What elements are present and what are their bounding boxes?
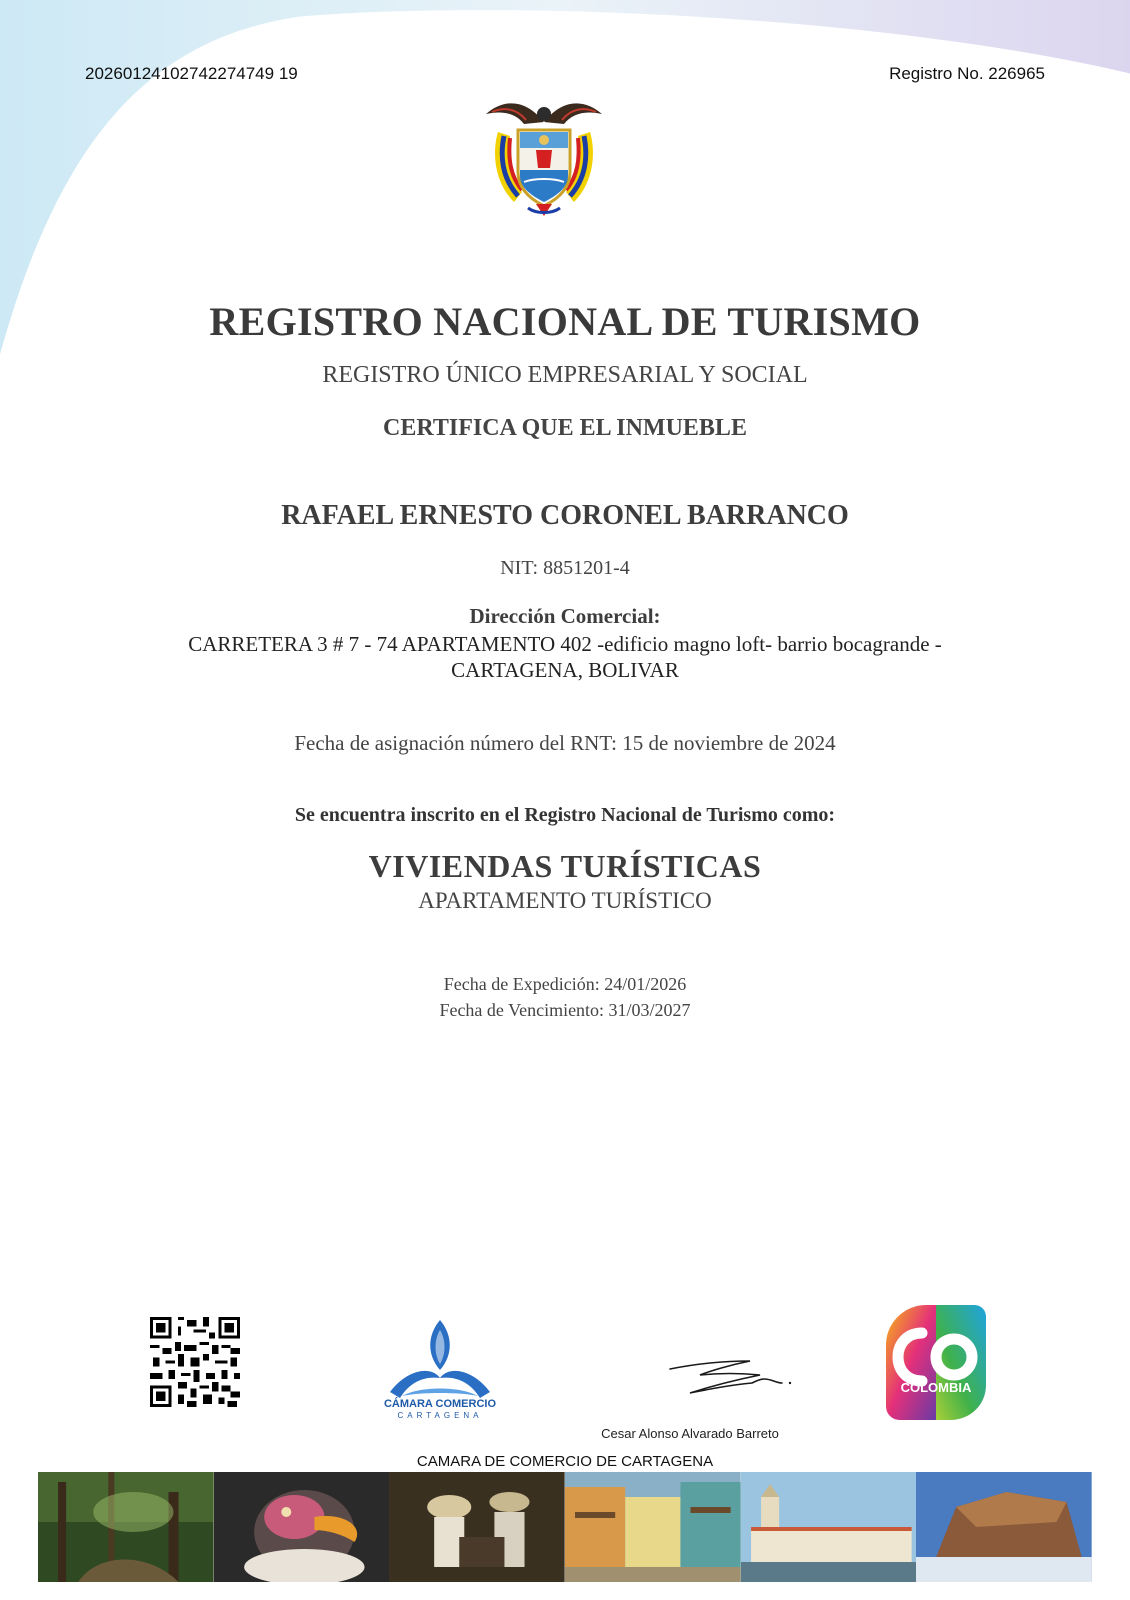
- owner-name: RAFAEL ERNESTO CORONEL BARRANCO: [281, 500, 849, 531]
- qr-code-icon[interactable]: [150, 1308, 240, 1416]
- colombia-brand-logo-icon: [886, 1305, 986, 1420]
- address-line-1: CARRETERA 3 # 7 - 74 APARTAMENTO 402 -edificio magno loft- barrio bocagrande -: [188, 632, 942, 656]
- condor-photo: [214, 1472, 390, 1582]
- colonial-street-photo: [565, 1472, 741, 1582]
- address-line-2: CARTAGENA, BOLIVAR: [451, 658, 679, 682]
- certifica-heading: CERTIFICA QUE EL INMUEBLE: [383, 415, 747, 441]
- expiry-date: Fecha de Vencimiento: 31/03/2027: [439, 1000, 691, 1020]
- issue-date: Fecha de Expedición: 24/01/2026: [443, 974, 687, 994]
- assignment-date: Fecha de asignación número del RNT: 15 de noviembre de 2024: [294, 731, 836, 755]
- rock-landscape-photo: [916, 1472, 1092, 1582]
- registro-number: Registro No. 226965: [889, 64, 1045, 83]
- signer-name: Cesar Alonso Alvarado Barreto: [601, 1426, 779, 1441]
- inscrito-statement: Se encuentra inscrito en el Registro Nacional de Turismo como:: [294, 804, 836, 826]
- issuer-name: CAMARA DE COMERCIO DE CARTAGENA: [416, 1453, 714, 1470]
- document-title: REGISTRO NACIONAL DE TURISMO: [209, 299, 921, 344]
- camara-logo-subtitle: CARTAGENA: [397, 1411, 483, 1420]
- document-id: 20260124102742274749 19: [85, 64, 298, 83]
- nit-number: NIT: 8851201-4: [500, 557, 630, 579]
- colonial-building-photo: [741, 1472, 917, 1582]
- colombia-coat-of-arms-icon: [484, 92, 604, 222]
- category-title: VIVIENDAS TURÍSTICAS: [368, 848, 762, 884]
- photo-strip: [38, 1472, 1092, 1582]
- colombia-brand-text: COLOMBIA: [900, 1380, 972, 1395]
- signature-icon: [660, 1355, 800, 1405]
- musicians-photo: [389, 1472, 565, 1582]
- forest-photo: [38, 1472, 214, 1582]
- address-label: Dirección Comercial:: [469, 604, 661, 628]
- subcategory-title: APARTAMENTO TURÍSTICO: [418, 888, 712, 913]
- camara-logo-title: CÁMARA COMERCIO: [383, 1398, 497, 1410]
- document-subtitle: REGISTRO ÚNICO EMPRESARIAL Y SOCIAL: [322, 362, 808, 388]
